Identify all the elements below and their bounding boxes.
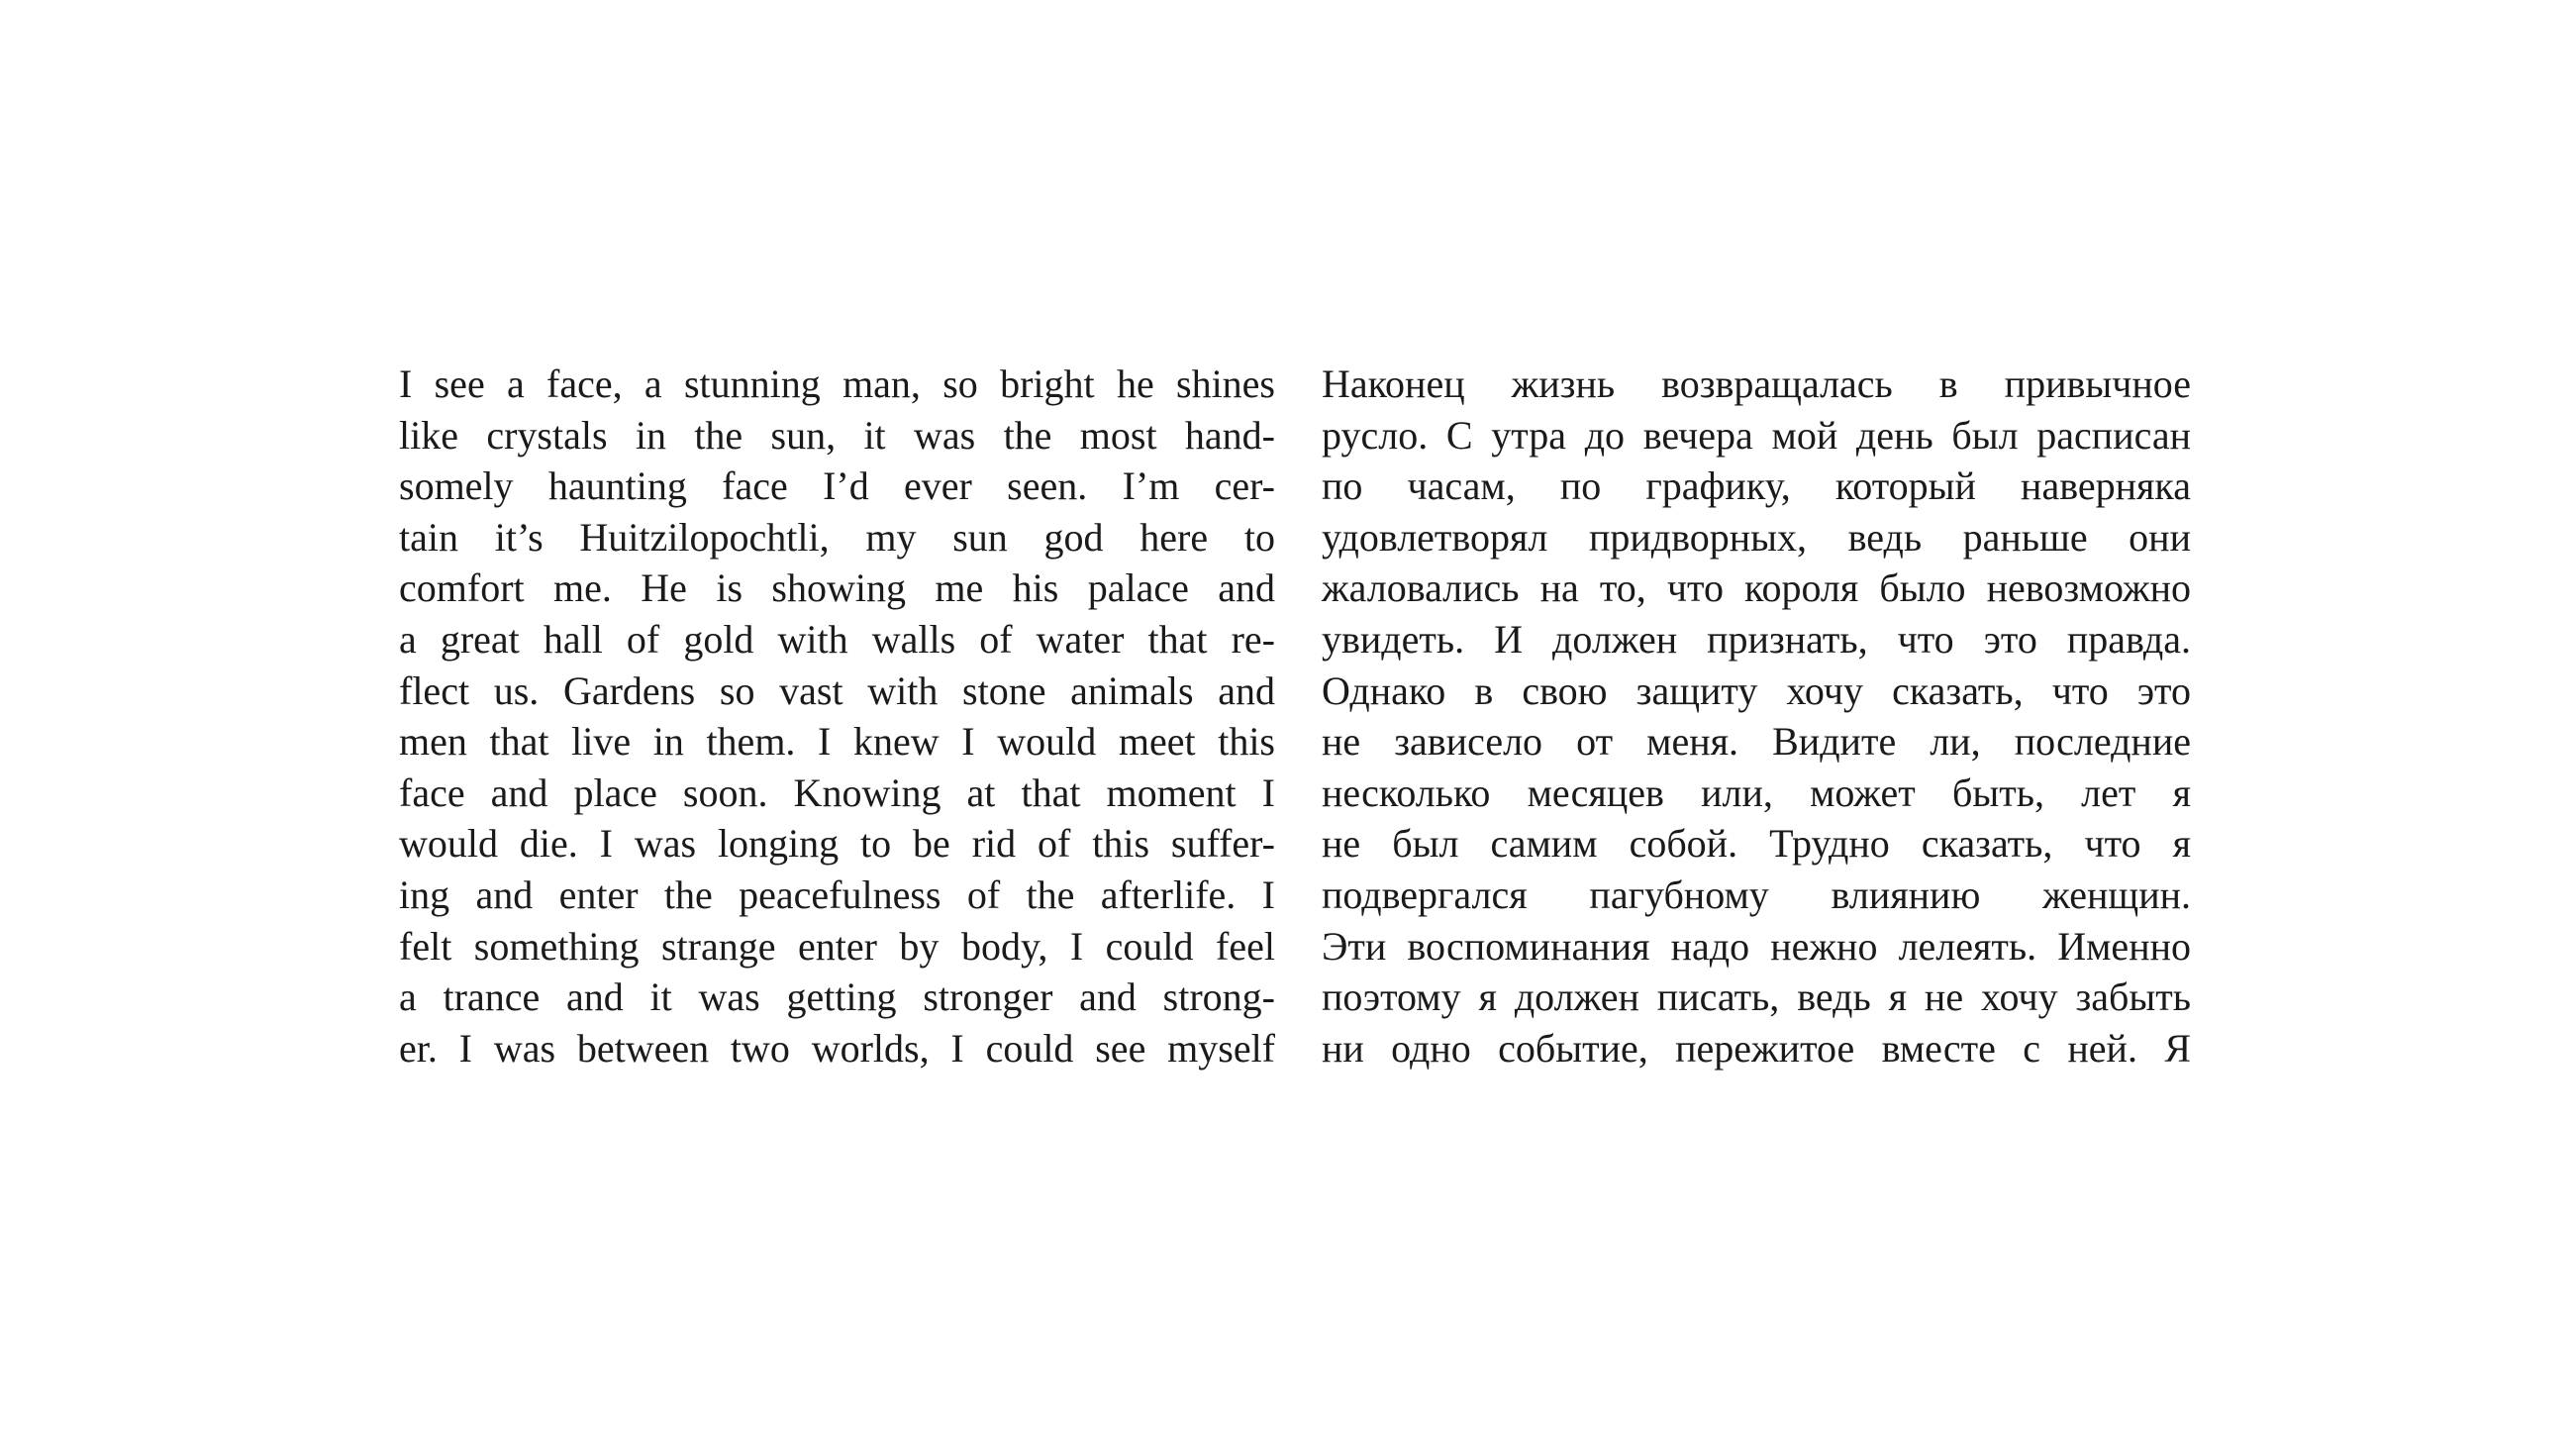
text-line: er. I was between two worlds, I could see myself (399, 1025, 1275, 1071)
text-line: поэтому я должен писать, ведь я не хочу забыть (1322, 974, 2191, 1020)
text-line: face and place soon. Knowing at that moment I (399, 769, 1275, 815)
text-line: увидеть. И должен признать, что это правда. (1322, 616, 2191, 662)
text-line: Наконец жизнь возвращалась в привычное (1322, 361, 2191, 406)
text-line: несколько месяцев или, может быть, лет я (1322, 769, 2191, 815)
text-line: Однако в свою защиту хочу сказать, что это (1322, 667, 2191, 713)
text-line: flect us. Gardens so vast with stone animals and (399, 667, 1275, 713)
russian-text-column (1322, 358, 2191, 1074)
text-line: a trance and it was getting stronger and strong- (399, 974, 1275, 1020)
text-line: tain it’s Huitzilopochtli, my sun god here to (399, 514, 1275, 560)
text-line: would die. I was longing to be rid of this suffer- (399, 821, 1275, 867)
text-line: felt something strange enter by body, I could feel (399, 923, 1275, 969)
text-line: ни одно событие, пережитое вместе с ней. Я (1322, 1025, 2191, 1071)
text-line: ing and enter the peacefulness of the afterlife. I (399, 871, 1275, 917)
text-line: русло. С утра до вечера мой день был расписан (1322, 412, 2191, 458)
text-line: I see a face, a stunning man, so bright he shines (399, 361, 1275, 406)
text-line: a great hall of gold with walls of water that re- (399, 616, 1275, 662)
text-line: Эти воспоминания надо нежно лелеять. Именно (1322, 923, 2191, 969)
text-line: somely haunting face I’d ever seen. I’m cer- (399, 463, 1275, 509)
text-line: жаловались на то, что короля было невозможно (1322, 565, 2191, 611)
text-line: men that live in them. I knew I would meet this (399, 719, 1275, 765)
text-line: подвергался пагубному влиянию женщин. (1322, 871, 2191, 917)
text-line: по часам, по графику, который наверняка (1322, 463, 2191, 509)
english-text-column (399, 358, 1275, 1074)
text-line: удовлетворял придворных, ведь раньше они (1322, 514, 2191, 560)
text-line: не был самим собой. Трудно сказать, что я (1322, 821, 2191, 867)
text-line: не зависело от меня. Видите ли, последние (1322, 719, 2191, 765)
text-line: comfort me. He is showing me his palace and (399, 565, 1275, 611)
text-line: like crystals in the sun, it was the most hand- (399, 412, 1275, 458)
